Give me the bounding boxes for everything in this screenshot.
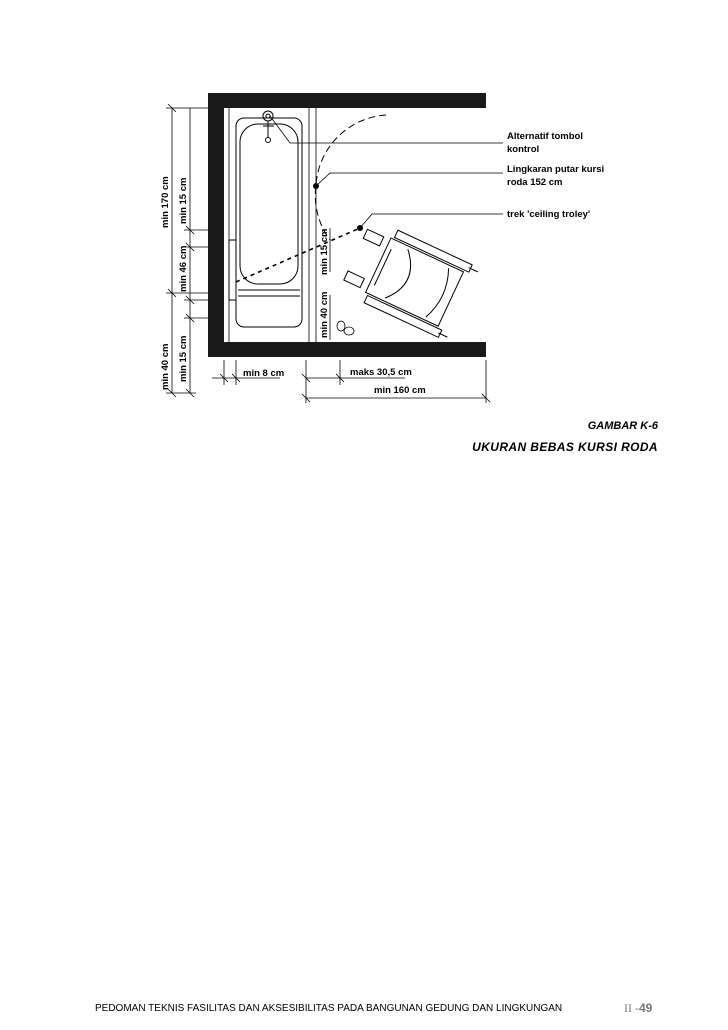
callout-leaders <box>270 116 503 228</box>
bathtub-inner <box>240 124 298 284</box>
dim-min-170: min 170 cm <box>160 176 171 228</box>
dim-min-40-inner: min 40 cm <box>319 291 330 338</box>
wall-left <box>208 93 224 357</box>
dim-min-15-top: min 15 cm <box>178 177 189 224</box>
dim-min-46: min 46 cm <box>178 245 189 292</box>
wheelchair-icon <box>339 218 480 340</box>
callout-trolley: trek 'ceiling troley' <box>507 209 591 220</box>
callout-control-line1: Alternatif tombol <box>507 131 583 142</box>
bathroom-clearance-diagram <box>0 0 728 420</box>
page-prefix: II - <box>624 1001 639 1015</box>
callout-control-line2: kontrol <box>507 144 540 155</box>
figure-title: UKURAN BEBAS KURSI RODA <box>472 440 658 454</box>
fixture-icon <box>337 321 354 335</box>
footer-title: PEDOMAN TEKNIS FASILITAS DAN AKSESIBILITAS PADA BANGUNAN GEDUNG DAN LINGKUNGAN <box>95 1003 563 1014</box>
faucet-icon <box>263 111 273 121</box>
walls <box>208 93 486 357</box>
dim-maks-30-5: maks 30,5 cm <box>350 367 412 378</box>
page-number-value: 49 <box>639 1001 653 1015</box>
dim-min-15-inner: min 15 cm <box>319 228 330 275</box>
callout-turning-line1: Lingkaran putar kursi <box>507 164 605 175</box>
dim-min-160: min 160 cm <box>374 385 426 396</box>
dim-min-40-left: min 40 cm <box>160 343 171 390</box>
callout-turning-line2: roda 152 cm <box>507 177 563 188</box>
dim-min-8: min 8 cm <box>243 368 285 379</box>
wall-top <box>208 93 486 108</box>
wall-bottom <box>208 342 486 357</box>
figure-number: GAMBAR K-6 <box>587 420 658 432</box>
turning-circle-arc <box>315 115 386 240</box>
page-number <box>624 1001 652 1016</box>
dim-min-15-bottom: min 15 cm <box>178 335 189 382</box>
